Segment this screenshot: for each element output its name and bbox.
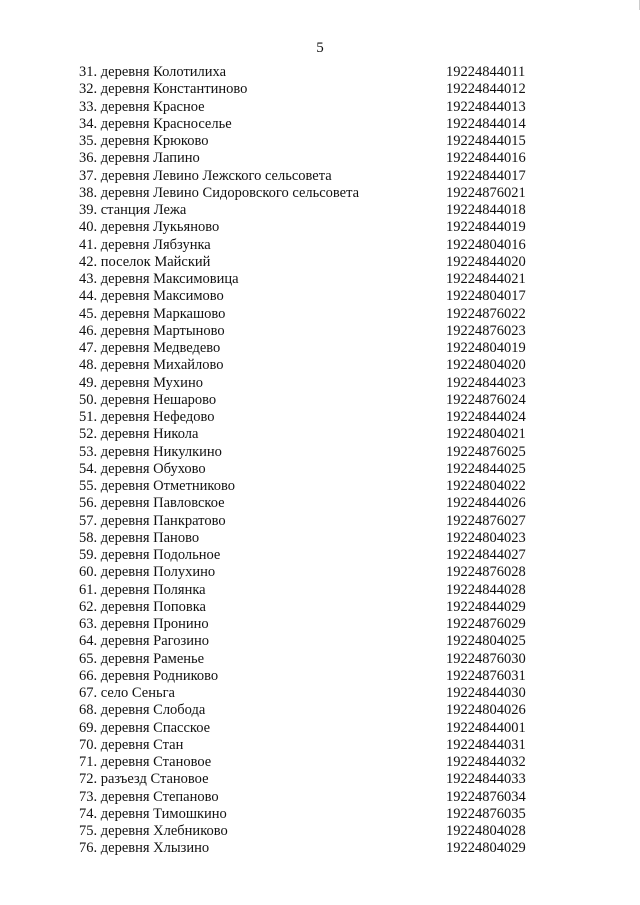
oktmo-code: 19224844013 (446, 98, 526, 115)
oktmo-code: 19224876021 (446, 184, 526, 201)
list-item (79, 81, 539, 98)
oktmo-code: 19224876025 (446, 443, 526, 460)
oktmo-code: 19224876023 (446, 322, 526, 339)
list-item (79, 116, 539, 133)
oktmo-code: 19224804020 (446, 357, 526, 374)
settlement-name: 66. деревня Родниково (79, 667, 219, 684)
oktmo-code: 19224844001 (446, 719, 526, 736)
oktmo-code: 19224844023 (446, 374, 526, 391)
settlement-name: 43. деревня Максимовица (79, 271, 239, 287)
oktmo-code: 19224876029 (446, 616, 526, 632)
list-item (79, 771, 539, 788)
settlement-name: 67. село Сеньга (79, 685, 175, 701)
list-item (79, 737, 539, 754)
oktmo-code: 19224876031 (446, 667, 526, 684)
oktmo-code: 19224804017 (446, 288, 526, 305)
list-item (79, 64, 539, 81)
list-item (79, 633, 539, 650)
settlement-name: 36. деревня Лапино (79, 150, 200, 167)
list-item (79, 754, 539, 771)
oktmo-code: 19224876030 (446, 650, 526, 667)
list-item (79, 495, 539, 512)
list-item (79, 720, 539, 737)
oktmo-code: 19224844033 (446, 771, 526, 788)
list-item (79, 288, 539, 305)
settlement-name: 61. деревня Полянка (79, 581, 206, 598)
oktmo-code: 19224844012 (446, 81, 526, 98)
oktmo-code: 19224844018 (446, 202, 526, 218)
oktmo-code: 19224876035 (446, 805, 526, 822)
settlement-name: 31. деревня Колотилиха (79, 64, 227, 80)
oktmo-code: 19224844032 (446, 754, 526, 770)
list-item (79, 444, 539, 461)
oktmo-code: 19224804019 (446, 340, 526, 356)
oktmo-code: 19224804028 (446, 823, 526, 839)
list-item (79, 513, 539, 530)
settlement-name: 56. деревня Павловское (79, 495, 225, 512)
settlement-name: 76. деревня Хлызино (79, 840, 210, 857)
settlement-name: 63. деревня Пронино (79, 616, 209, 632)
list-item (79, 616, 539, 633)
list-item (79, 599, 539, 616)
oktmo-code: 19224844027 (446, 547, 526, 563)
settlement-name: 59. деревня Подольное (79, 547, 221, 563)
settlement-name: 62. деревня Поповка (79, 598, 206, 615)
settlement-name: 68. деревня Слобода (79, 702, 206, 719)
page-number: 5 (316, 40, 324, 56)
settlement-name: 35. деревня Крюково (79, 133, 209, 149)
oktmo-code: 19224804026 (446, 702, 526, 719)
oktmo-code: 19224876028 (446, 564, 526, 581)
oktmo-code: 19224844024 (446, 409, 526, 425)
settlement-name: 70. деревня Стан (79, 736, 184, 753)
settlement-name: 32. деревня Константиново (79, 81, 248, 98)
list-item (79, 702, 539, 719)
oktmo-code: 19224804023 (446, 529, 526, 546)
list-item (79, 547, 539, 564)
list-item (79, 219, 539, 236)
oktmo-code: 19224844020 (446, 253, 526, 270)
settlement-name: 51. деревня Нефедово (79, 409, 215, 425)
list-item (79, 99, 539, 116)
list-item (79, 530, 539, 547)
list-item (79, 185, 539, 202)
settlement-name: 49. деревня Мухино (79, 374, 203, 391)
oktmo-code: 19224844028 (446, 581, 526, 598)
oktmo-code: 19224844025 (446, 460, 526, 477)
list-item (79, 823, 539, 840)
list-item (79, 685, 539, 702)
settlement-name: 75. деревня Хлебниково (79, 823, 228, 839)
list-item (79, 806, 539, 823)
list-item (79, 564, 539, 581)
settlement-name: 72. разъезд Становое (79, 771, 209, 788)
settlement-name: 42. поселок Майский (79, 253, 211, 270)
settlement-name: 39. станция Лежа (79, 202, 187, 218)
oktmo-code: 19224844015 (446, 133, 526, 149)
list-item (79, 340, 539, 357)
list-item (79, 651, 539, 668)
oktmo-code: 19224844016 (446, 150, 526, 167)
list-item (79, 357, 539, 374)
settlement-name: 55. деревня Отметниково (79, 478, 235, 494)
settlement-name: 53. деревня Никулкино (79, 443, 222, 460)
list-item (79, 789, 539, 806)
list-item (79, 582, 539, 599)
list-item (79, 461, 539, 478)
list-item (79, 668, 539, 685)
settlement-name: 71. деревня Становое (79, 754, 212, 770)
oktmo-code: 19224844019 (446, 219, 526, 236)
list-item (79, 150, 539, 167)
settlement-name: 52. деревня Никола (79, 426, 199, 443)
settlement-name: 73. деревня Степаново (79, 788, 219, 805)
oktmo-code: 19224876027 (446, 512, 526, 529)
list-item (79, 306, 539, 323)
list-item (79, 202, 539, 219)
page-corner-mark (635, 0, 640, 10)
list-item (79, 426, 539, 443)
settlement-name: 38. деревня Левино Сидоровского сельсовета (79, 184, 360, 201)
settlement-name: 50. деревня Нешарово (79, 391, 217, 408)
list-item (79, 392, 539, 409)
settlement-name: 74. деревня Тимошкино (79, 805, 227, 822)
settlement-name: 58. деревня Паново (79, 529, 200, 546)
oktmo-code: 19224804021 (446, 426, 526, 443)
oktmo-code: 19224844017 (446, 167, 526, 184)
oktmo-code: 19224844011 (446, 64, 526, 80)
settlement-name: 54. деревня Обухово (79, 460, 206, 477)
oktmo-code: 19224844029 (446, 598, 526, 615)
oktmo-code: 19224844021 (446, 271, 526, 287)
list-item (79, 133, 539, 150)
settlement-name: 40. деревня Лукьяново (79, 219, 220, 236)
list-item (79, 168, 539, 185)
settlement-name: 69. деревня Спасское (79, 719, 211, 736)
list-item (79, 254, 539, 271)
list-item (79, 237, 539, 254)
list-item (79, 409, 539, 426)
list-item (79, 478, 539, 495)
settlement-name: 44. деревня Максимово (79, 288, 224, 305)
settlement-name: 64. деревня Рагозино (79, 633, 209, 650)
settlement-name: 37. деревня Левино Лежского сельсовета (79, 167, 332, 184)
list-item (79, 840, 539, 857)
settlement-name: 41. деревня Лябзунка (79, 236, 211, 253)
settlement-list (79, 64, 539, 858)
oktmo-code: 19224876024 (446, 391, 526, 408)
settlement-name: 46. деревня Мартыново (79, 322, 225, 339)
settlement-name: 47. деревня Медведево (79, 340, 221, 356)
oktmo-code: 19224804022 (446, 478, 526, 494)
settlement-name: 48. деревня Михайлово (79, 357, 224, 374)
oktmo-code: 19224844031 (446, 736, 526, 753)
oktmo-code: 19224876022 (446, 305, 526, 322)
oktmo-code: 19224844014 (446, 115, 526, 132)
settlement-name: 60. деревня Полухино (79, 564, 216, 581)
list-item (79, 375, 539, 392)
list-item (79, 271, 539, 288)
oktmo-code: 19224844030 (446, 685, 526, 701)
settlement-name: 34. деревня Красноселье (79, 115, 232, 132)
oktmo-code: 19224844026 (446, 495, 526, 512)
oktmo-code: 19224804025 (446, 633, 526, 650)
oktmo-code: 19224804029 (446, 840, 526, 857)
settlement-name: 45. деревня Маркашово (79, 305, 226, 322)
settlement-name: 33. деревня Красное (79, 98, 205, 115)
settlement-name: 65. деревня Раменье (79, 650, 205, 667)
oktmo-code: 19224876034 (446, 788, 526, 805)
list-item (79, 323, 539, 340)
settlement-name: 57. деревня Панкратово (79, 512, 226, 529)
oktmo-code: 19224804016 (446, 236, 526, 253)
